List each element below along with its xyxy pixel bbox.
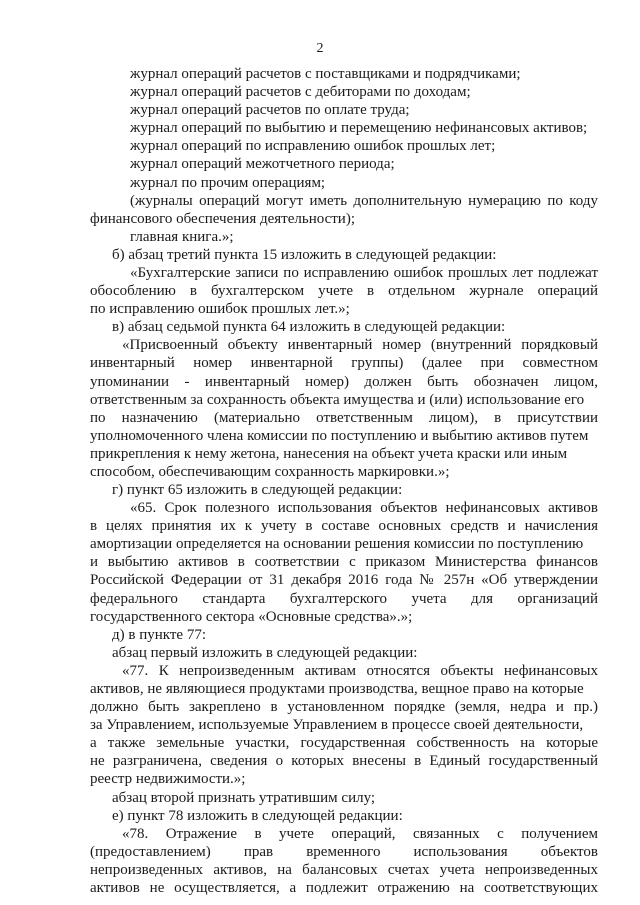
text-line: е) пункт 78 изложить в следующей редакции: bbox=[112, 807, 403, 824]
text-line: обособлению в бухгалтерском учете в отдельном журнале операций bbox=[90, 283, 598, 300]
text-line: «65. Срок полезного использования объектов нефинансовых активов bbox=[130, 500, 598, 517]
text-line: не разграничена, сведения о которых внесены в Единый государственный bbox=[90, 753, 598, 770]
text-line: федерального стандарта бухгалтерского учета для организаций bbox=[90, 590, 598, 607]
text-line: журнал операций расчетов по оплате труда; bbox=[130, 102, 410, 119]
text-line: г) пункт 65 изложить в следующей редакции: bbox=[112, 482, 403, 499]
text-line: и выбытию активов в соответствии с приказом Министерства финансов bbox=[90, 554, 598, 571]
text-line: упоминании - инвентарный номер) должен быть обозначен лицом, bbox=[90, 373, 598, 390]
text-line: финансового обеспечения деятельности); bbox=[90, 210, 355, 227]
text-line: активов, не являющиеся продуктами производства, вещное право на которые bbox=[90, 681, 584, 698]
text-line: б) абзац третий пункта 15 изложить в следующей редакции: bbox=[112, 246, 497, 263]
text-line: а также земельные участки, государственная собственность на которые bbox=[90, 735, 598, 752]
text-line: (журналы операций могут иметь дополнительную нумерацию по коду bbox=[130, 192, 598, 209]
text-line: журнал операций по исправлению ошибок прошлых лет; bbox=[130, 138, 496, 155]
text-line: активов не осуществляется, а подлежит отражению на соответствующих bbox=[90, 880, 598, 896]
text-line: амортизации определяется на основании решения комиссии по поступлению bbox=[90, 536, 584, 553]
text-line: «Бухгалтерские записи по исправлению ошибок прошлых лет подлежат bbox=[130, 264, 598, 281]
text-line: способом, обеспечивающим сохранность маркировки.»; bbox=[90, 463, 450, 480]
text-line: государственного сектора «Основные средства».»; bbox=[90, 608, 413, 625]
text-line: журнал операций расчетов с дебиторами по доходам; bbox=[130, 84, 471, 101]
text-line: абзац второй признать утратившим силу; bbox=[112, 789, 376, 806]
text-line: журнал операций по выбытию и перемещению нефинансовых активов; bbox=[130, 120, 588, 137]
text-line: за Управлением, используемые Управлением в процессе своей деятельности, bbox=[90, 717, 584, 734]
text-line: непроизведенных активов, на балансовых счетах учета непроизведенных bbox=[90, 861, 598, 878]
text-line: (предоставлением) прав временного использования объектов bbox=[90, 843, 598, 860]
text-line: журнал операций расчетов с поставщиками и подрядчиками; bbox=[130, 66, 521, 82]
text-line: по исправлению ошибок прошлых лет.»; bbox=[90, 301, 350, 318]
text-line: д) в пункте 77: bbox=[112, 626, 206, 643]
text-line: по назначению (материально ответственным лицом), в присутствии bbox=[90, 409, 598, 426]
text-line: реестр недвижимости.»; bbox=[90, 771, 246, 788]
text-line: Российской Федерации от 31 декабря 2016 года № 257н «Об утверждении bbox=[90, 572, 598, 589]
text-line: абзац первый изложить в следующей редакции: bbox=[112, 644, 418, 661]
text-line: прикрепления к нему жетона, нанесения на объект учета краски или иным bbox=[90, 445, 568, 462]
text-line: журнал операций межотчетного периода; bbox=[130, 156, 395, 173]
text-line: «Присвоенный объекту инвентарный номер (внутренний порядковый bbox=[122, 337, 598, 354]
text-line: инвентарный номер инвентарной группы) (далее при совместном bbox=[90, 355, 598, 372]
text-line: уполномоченного члена комиссии по поступлению и выбытию активов путем bbox=[90, 427, 589, 444]
text-line: главная книга.»; bbox=[130, 228, 234, 245]
page-number: 2 bbox=[316, 41, 324, 56]
text-line: в) абзац седьмой пункта 64 изложить в следующей редакции: bbox=[112, 319, 506, 336]
text-line: «77. К непроизведенным активам относятся объекты нефинансовых bbox=[122, 662, 598, 679]
text-line: «78. Отражение в учете операций, связанных с получением bbox=[122, 825, 598, 842]
text-line: ответственным за сохранность объекта имущества и (или) использование его bbox=[90, 391, 585, 408]
text-line: журнал по прочим операциям; bbox=[130, 174, 326, 191]
text-line: в целях принятия их к учету в составе основных средств и начисления bbox=[90, 518, 598, 535]
text-line: должно быть закреплено в установленном порядке (земля, недра и пр.) bbox=[90, 699, 598, 716]
